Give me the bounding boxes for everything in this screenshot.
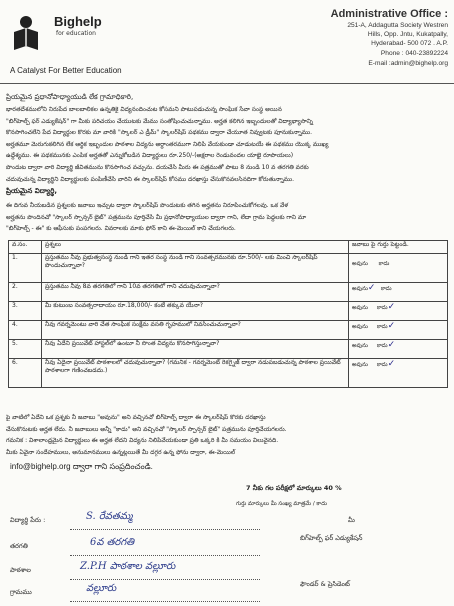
answer-yes[interactable]: అవును: [352, 343, 368, 349]
row-number: 5.: [9, 340, 42, 359]
text-line: చేసుకొనుటకు అర్హత లేదు. నీ జవాబులు అన్నీ "కాదు" అని వచ్చినచో "స్కాలర్ స్పాన్సర్ బైట్" పత్రమును పూర్తిచేయగలరు.: [6, 425, 287, 433]
office-title: Administrative Office :: [330, 8, 448, 20]
answer-cell[interactable]: [349, 340, 448, 359]
col-header-answer: జవాబు పై గుర్తు పెట్టండి.: [349, 241, 448, 254]
table-row: [9, 340, 448, 359]
text-line: పై వాటిలో ఏదేని ఒక ప్రశ్నకు నీ జవాబు "అవును" అని వచ్చినచో బిగ్‌హెల్ప్ ద్వారా ఈ స్కాలర్‌షిప్ కొరకు దరఖాస్తు: [6, 414, 266, 421]
row-question: నీవు ఏదైనా ప్రయివేట్ పాఠశాలలో చదువుచున్నావా? (గమనిక - గవర్నమెంట్ రెకగ్నైజ్ ద్వారా నడుపబడుచున్న పాఠశాల ప్రయివేట్ పాఠశాలగా గణించబడదు.): [42, 359, 349, 388]
score-note: 7 నీకు గల పరీక్షలో మార్కులు 40 %: [246, 484, 342, 492]
village-underline: [70, 600, 260, 602]
student-paragraph: [6, 200, 450, 235]
check-mark-icon: ✓: [387, 340, 396, 350]
after-paragraph: [6, 412, 450, 458]
answer-no[interactable]: కాదు: [378, 261, 390, 267]
table-row: [9, 254, 448, 283]
school-underline: [70, 578, 260, 580]
col-header-number: వ.సం.: [9, 241, 42, 254]
text-line: "బిగ్‌హెల్ప్ ఫర్ ఎడ్యుకేషన్" గా మీకు పరిచయం చేయుటకు మేము సంతోషించుచున్నాము. అర్హత కలిగిన ఇబ్బందులతో విద్యాభ్యాసాన్ని: [6, 117, 313, 125]
text-line: పొందుట ద్వారా వారి విద్యార్థి జీవితమును కొనసాగించ వచ్చును. దయచేసి మీరు ఈ పత్రముతో పాటు 8 నుండి 10 వ తరగతి వరకు: [6, 163, 309, 171]
text-line: అర్హతమూ మెరుగుకలిగిన లేక ఆర్థిక ఇబ్బందుల పాఠశాల విద్యను అర్ధాంతరముగా నిలిపి వేయకుండా చూడుటయే ఈ పథకము యొక్క ముఖ్య: [6, 140, 329, 148]
row-number: 2.: [9, 283, 42, 302]
row-number: 4.: [9, 321, 42, 340]
header-divider: [0, 83, 454, 84]
answer-no[interactable]: కాదు: [376, 324, 388, 330]
check-mark-icon: ✓: [367, 283, 376, 293]
brand-name: Bighelp: [54, 14, 102, 29]
name-value[interactable]: S. రేవతమ్మ: [86, 511, 133, 522]
logo: [10, 12, 50, 56]
row-number: 6.: [9, 359, 42, 388]
answer-yes[interactable]: అవును: [352, 261, 368, 267]
row-question: ప్రస్తుతము నీవు ప్రభుత్వసంస్థ నుండి గాని ఇతర సంస్థ నుండి గాని సంవత్సరమునకు రూ.500/- లకు మించి స్కాలర్‌షిప్ పొందుచున్నావా?: [42, 254, 349, 283]
table-row: [9, 283, 448, 302]
school-label: పాఠశాల: [10, 566, 31, 574]
address-line: 251-A, Addagutta Society Westren: [347, 22, 448, 29]
class-value[interactable]: 6వ తరగతి: [90, 537, 135, 548]
answer-no[interactable]: కాదు: [376, 362, 388, 368]
text-line: అర్హతను పొందినచో "స్కాలర్ స్పాన్సర్ బైట్" పత్రమును పూర్తిచేసి మీ ప్రధానోపాధ్యాయుల ద్వారా గాని, లేదా గ్రామ పెద్దలకు గాని మా: [6, 213, 307, 221]
answer-cell[interactable]: [349, 302, 448, 321]
brand-subtitle: for education: [56, 30, 96, 37]
row-question: నీవు గవర్నమెంటు వారి చేత సాంఘిక సంక్షేమ వసతి గృహములో నివసించుచున్నావా?: [42, 321, 349, 340]
answer-no[interactable]: కాదు: [376, 305, 388, 311]
name-underline: [70, 528, 260, 530]
table-header-row: [9, 241, 448, 254]
row-number: 1.: [9, 254, 42, 283]
closing: మీ: [348, 516, 355, 524]
questions-table: [8, 240, 448, 388]
table-row: [9, 321, 448, 340]
answer-no[interactable]: కాదు: [380, 286, 392, 292]
col-header-question: ప్రశ్నలు: [42, 241, 349, 254]
email-contact: info@bighelp.org ద్వారా గాని సంప్రదించండి.: [10, 462, 153, 471]
answer-cell[interactable]: [349, 321, 448, 340]
row-question: మీ కుటుంబ సంవత్సరాదాయం రూ.18,000/- కంటే తక్కువ యేనా?: [42, 302, 349, 321]
text-line: ఉద్దేశ్యము. ఈ పథకమునకు ఎంపిక అర్హతతో ఎన్నుకోబడిన విద్యార్థులు రూ.250/-(అక్షరాల రెండువందల యాభై రూపాయలు): [6, 152, 294, 160]
row-question: నీవు ఏదేని ప్రయివేట్ హాస్టల్‌లో ఉంటూ నీ సొంత విద్యను కొనసాగిస్తున్నావా?: [42, 340, 349, 359]
row-number: 3.: [9, 302, 42, 321]
answer-no[interactable]: కాదు: [376, 343, 388, 349]
student-salutation: ప్రియమైన విద్యార్థి,: [6, 187, 58, 195]
text-line: మీకు ఏవైనా సందేహములు, అనుమానములు ఉన్నట్లయితే మీ దగ్గర ఉన్న ఫోను ద్వారా, ఈ-మెయిల్: [6, 448, 236, 456]
row-question: ప్రస్తుతము నీవు 8వ తరగతిలో గాని 10వ తరగతిలో గాని చదువుచున్నావా?: [42, 283, 349, 302]
class-underline: [70, 554, 260, 556]
salutation: ప్రియమైన ప్రధానోపాధ్యాయుడి లేక గ్రామాధికారి,: [6, 93, 134, 101]
check-mark-icon: ✓: [387, 359, 396, 369]
text-line: "బిగ్‌హెల్ప్‌ - ఈ" కు ఆఫీసుకు పంపగలరు. వివరాలకు మాకు ఫోన్ కాని ఈ-మెయిల్ కాని చేయగలరు.: [6, 225, 236, 233]
check-mark-icon: ✓: [387, 321, 396, 331]
answer-cell[interactable]: [349, 359, 448, 388]
tagline: A Catalyst For Better Education: [10, 66, 122, 75]
village-label: గ్రామము: [10, 588, 32, 596]
text-line: గమనిక : విశాలాంధ్రమైన విద్యార్థులు ఈ అర్హత లేదని విద్యను నిలిపివేయకుండా ప్రతి ఒక్కరి కి మీ సమయం విలువైనది.: [6, 437, 279, 445]
answer-cell[interactable]: [349, 283, 448, 302]
address-email: E-mail :admin@bighelp.org: [368, 60, 448, 67]
founder-title: ఫౌండర్ & ప్రెసిడెంట్: [300, 580, 350, 588]
name-label: విద్యార్థి పేరు :: [10, 516, 46, 524]
sign-note: గుర్తు మార్కులు మీ సంఖ్య మాత్రమే / కాదు: [236, 501, 327, 507]
class-label: తరగతి: [10, 542, 28, 550]
answer-yes[interactable]: అవును: [352, 286, 368, 292]
text-line: చదువుచున్న విద్యార్థిని విద్యార్థులకు పంపిణీచేసి వారిని ఈ స్కాలర్‌షిప్ కోసము దరఖాస్తు చేసుకొనవలసినదిగా కోరుతున్నాము.: [6, 175, 294, 183]
intro-paragraph: [6, 104, 450, 185]
answer-yes[interactable]: అవును: [352, 362, 368, 368]
address-line: Hills, Opp. Jntu, Kukatpally,: [367, 31, 448, 38]
answer-cell[interactable]: [349, 254, 448, 283]
answer-yes[interactable]: అవును: [352, 305, 368, 311]
school-value[interactable]: Z.P.H పాఠశాల వల్లూరు: [80, 561, 176, 572]
org-signature: బిగ్‌హెల్ప్ ఫర్ ఎడ్యుకేషన్: [300, 534, 363, 542]
text-line: భారతదేశములోని నిరుపేద బాలబాలికల ఉన్నతికై విద్యనందించుట కోసమని పాటుపడుచున్న సాంఘిక సేవా సంస్థ అయిన: [6, 106, 282, 113]
text-line: ఈ దిగువ నీయబడిన ప్రశ్నలకు జవాబు ఇచ్చుట ద్వారా స్కాలర్‌షిప్ పొందుటకు తగిన అర్హతను నిరూపించుకోగలవు. ఒక వేళ: [6, 202, 289, 209]
table-row: [9, 359, 448, 388]
answer-yes[interactable]: అవును: [352, 324, 368, 330]
village-value[interactable]: వల్లూరు: [86, 583, 117, 594]
address-phone: Phone : 040-23892224: [380, 50, 448, 57]
text-line: కొనసాగించలేని పేద విద్యార్థుల కొరకు మా వారికి "స్కాలర్ ఎ డ్రీమ్" స్కాలర్‌షిప్ పథకము ద్వారా చేయూత నివ్వుటకు పూనుకున్నాము.: [6, 129, 313, 137]
check-mark-icon: ✓: [387, 302, 396, 312]
address-line: Hyderabad- 500 072 . A.P.: [371, 40, 448, 47]
table-row: [9, 302, 448, 321]
